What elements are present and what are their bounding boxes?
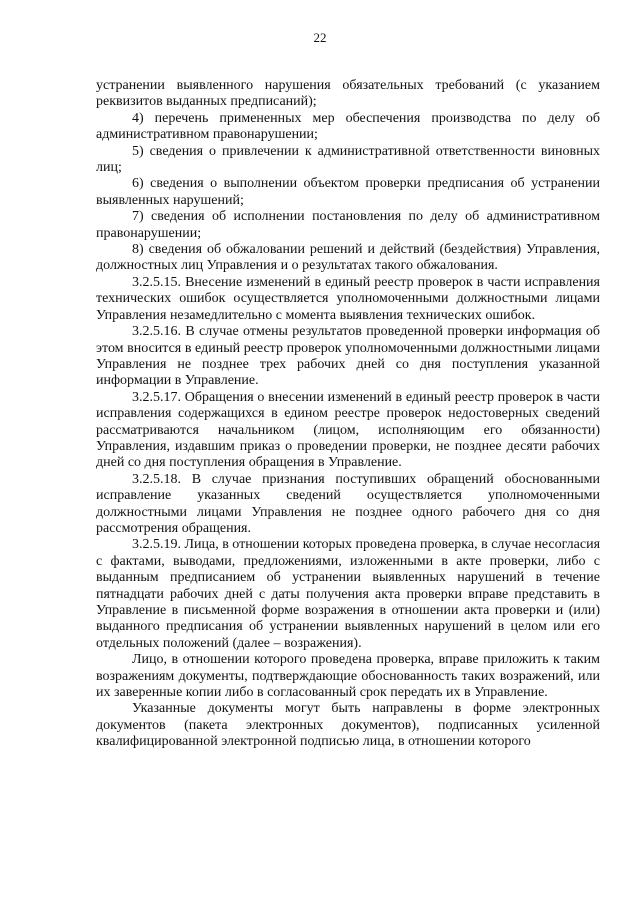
paragraph-3-2-5-16: 3.2.5.16. В случае отмены результатов проведенной проверки информация об этом вносится в единый реестр проверок уполномоченными должностными лицами Управления не позднее трех рабочих дней со дня поступления указанной информации в Управление. <box>96 324 600 389</box>
paragraph-3-2-5-18: 3.2.5.18. В случае признания поступивших обращений обоснованными исправление указанных сведений осуществляется уполномоченными должностными лицами Управления не позднее одного рабочего дня со дня рассмотрения обращения. <box>96 471 600 536</box>
paragraph-item-7: 7) сведения об исполнении постановления по делу об административном правонарушении; <box>96 209 600 241</box>
paragraph-item-8: 8) сведения об обжаловании решений и действий (бездействия) Управления, должностных лиц Управления и о результатах такого обжалования. <box>96 242 600 274</box>
page-number: 22 <box>313 30 327 45</box>
paragraph-electronic-documents: Указанные документы могут быть направлены в форме электронных документов (пакета электронных документов), подписанных усиленной квалифицированной электронной подписью лица, в отношении которого <box>96 701 600 750</box>
paragraph-3-2-5-19: 3.2.5.19. Лица, в отношении которых проведена проверка, в случае несогласия с фактами, выводами, предложениями, изложенными в акте проверки, либо с выданным предписанием об устранении выявленных нарушений в течение пятнадцати рабочих дней с даты получения акта проверки вправе представить в Управление в письменной форме возражения в отношении акта проверки и (или) выданного предписания об устранении выявленных нарушений в целом или его отдельных положений (далее – возражения). <box>96 537 601 651</box>
paragraph-item-4: 4) перечень примененных мер обеспечения производства по делу об административном правонарушении; <box>96 110 600 143</box>
paragraph-item-6: 6) сведения о выполнении объектом проверки предписания об устранении выявленных нарушений; <box>96 176 600 208</box>
document-body <box>96 78 600 751</box>
paragraph-continuation: устранении выявленного нарушения обязательных требований (с указанием реквизитов выданных предписаний); <box>96 78 600 110</box>
paragraph-3-2-5-17: 3.2.5.17. Обращения о внесении изменений в единый реестр проверок в части исправления содержащихся в едином реестре проверок недостоверных сведений рассматриваются начальником (лицом, исполняющим его обязанности) Управления, издавшим приказ о проведении проверки, не позднее десяти рабочих дней со дня поступления обращения в Управление. <box>96 389 600 471</box>
paragraph-item-5: 5) сведения о привлечении к административной ответственности виновных лиц; <box>96 143 600 176</box>
paragraph-3-2-5-15: 3.2.5.15. Внесение изменений в единый реестр проверок в части исправления технических ошибок осуществляется уполномоченными должностными лицами Управления незамедлительно с момента выявления технических ошибок. <box>96 274 600 323</box>
paragraph-objections-documents: Лицо, в отношении которого проведена проверка, вправе приложить к таким возражениям документы, подтверждающие обоснованность таких возражений, или их заверенные копии либо в согласованный срок передать их в Управление. <box>96 652 600 701</box>
